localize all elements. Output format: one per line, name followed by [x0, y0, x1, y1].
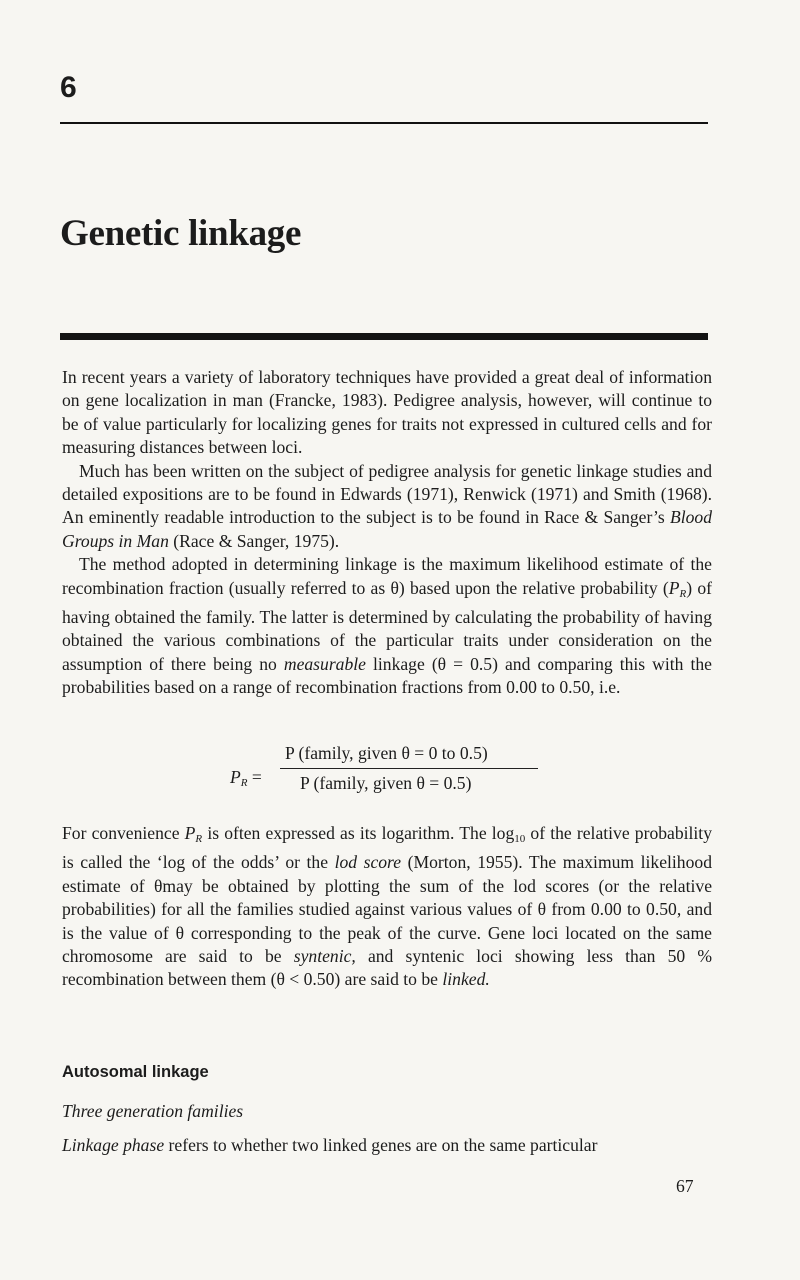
paragraph-1-text: In recent years a variety of laboratory techniques have provided a great deal of information on gene localization in man (Francke, 1983). Pedigree analysis, however, will continue to be of value particularly for localizing genes for traits not expressed in cultured cells and for measuring distances between loci.	[62, 367, 712, 458]
syntenic-italic: syntenic,	[293, 946, 356, 967]
chapter-number: 6	[60, 71, 77, 104]
title-rule	[60, 333, 708, 340]
pr-subscript: R	[679, 587, 687, 600]
book-title-italic: Blood Groups in Man	[62, 507, 712, 551]
paragraph-4-text-d: (Morton, 1955). The maximum likelihood estimate of θmay be obtained by plotting the sum of the lod scores (or the relative probabilities) for all the families studied against various values of θ from 0.00 to 0.50, and is the value of θ corresponding to the peak of the curve. Gene loci located on the same chromosome are said to be	[62, 852, 712, 967]
log-base-subscript: 10	[514, 833, 526, 845]
paragraph-4-text-c: of the relative probability is called the ‘log of the odds’ or the	[62, 823, 712, 873]
paragraph-1	[62, 366, 712, 460]
linked-italic: linked.	[442, 969, 490, 990]
relative-probability-formula	[230, 743, 550, 803]
paragraph-4-text-b: is often expressed as its logarithm. The log	[202, 823, 515, 843]
formula-lhs-subscript: R	[240, 777, 248, 789]
paragraph-4-text-e: and syntenic loci showing less than 50 % recombination between them (θ < 0.50) are said to be	[62, 946, 712, 990]
formula-lhs	[230, 767, 262, 789]
pr-symbol: P	[668, 577, 680, 598]
paragraph-2-text-b: (Race & Sanger, 1975).	[168, 530, 340, 551]
paragraph-3-text-c: linkage (θ = 0.5) and comparing this with the probabilities based on a range of recombination fractions from 0.00 to 0.50, i.e.	[62, 653, 712, 698]
linkage-phase-italic: Linkage phase	[62, 1135, 165, 1155]
body-text-lower	[62, 822, 712, 992]
formula-numerator: P (family, given θ = 0 to 0.5)	[285, 743, 488, 763]
lod-score-italic: lod score	[334, 852, 402, 873]
body-text-upper	[62, 366, 712, 700]
subsection-heading: Three generation families	[62, 1101, 244, 1121]
pr-symbol-2: P	[184, 823, 196, 843]
paragraph-2	[62, 460, 712, 554]
paragraph-4	[62, 822, 712, 992]
formula-equals: =	[251, 767, 262, 787]
paragraph-3-text-b: ) of having obtained the family. The latter is determined by calculating the probability of having obtained the various combinations of the particular traits under consideration on the assumption of there being no	[62, 577, 712, 674]
measurable-italic: measurable	[283, 653, 366, 674]
paragraph-4-text-a: For convenience	[62, 823, 185, 843]
formula-denominator: P (family, given θ = 0.5)	[300, 773, 472, 793]
formula-lhs-symbol: P	[230, 767, 241, 787]
fraction-bar	[280, 768, 538, 769]
chapter-title: Genetic linkage	[60, 213, 302, 254]
continuing-text	[62, 1134, 712, 1157]
section-heading: Autosomal linkage	[62, 1063, 209, 1081]
paragraph-3-text-a: The method adopted in determining linkage is the maximum likelihood estimate of the recombination fraction (usually referred to as θ) based upon the relative probability (	[62, 554, 712, 598]
page-number: 67	[676, 1176, 694, 1196]
paragraph-2-text-a: Much has been written on the subject of pedigree analysis for genetic linkage studies and detailed expositions are to be found in Edwards (1971), Renwick (1971) and Smith (1968). An eminently readable introduction to the subject is to be found in Race & Sanger’s	[62, 460, 712, 528]
continuing-text-rest: refers to whether two linked genes are on the same particular	[164, 1135, 598, 1155]
paragraph-3	[62, 553, 712, 699]
header-rule	[60, 122, 708, 124]
pr-subscript-2: R	[195, 833, 203, 845]
